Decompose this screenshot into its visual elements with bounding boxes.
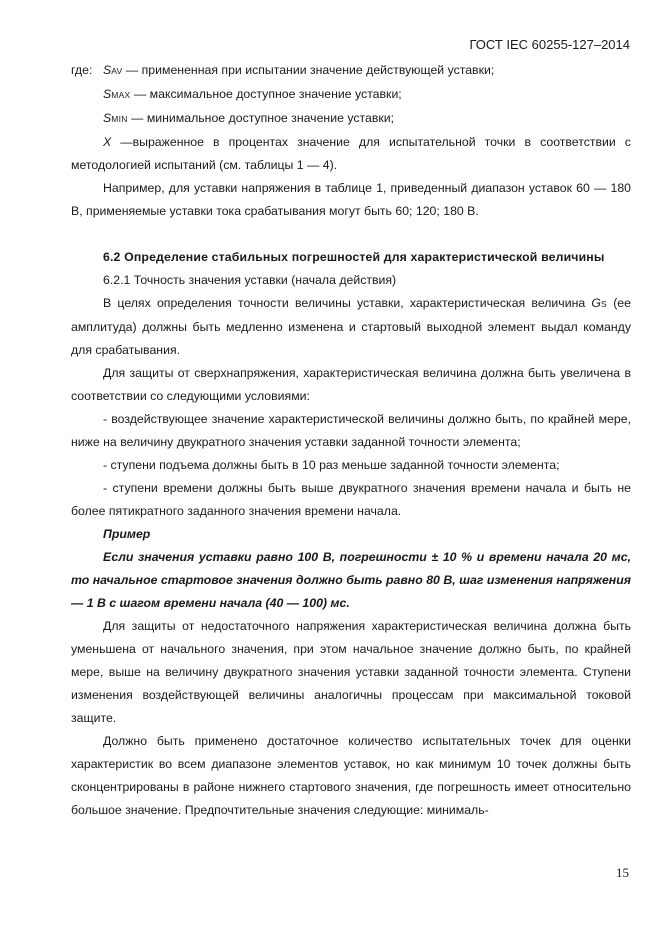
symbol: S	[103, 87, 112, 101]
where-item	[71, 83, 631, 107]
definition-text: — минимальное доступное значение уставки;	[127, 111, 395, 125]
where-item	[71, 131, 631, 177]
list-item: - воздействующее значение характеристической величины должно быть, по крайней мере, ниже на величину двукратного значения уставки заданной точности элемента;	[71, 412, 631, 449]
list-item: - ступени времени должны быть выше двукратного значения времени начала и быть не более пятикратного заданного значения времени начала.	[71, 481, 631, 518]
symbol: S	[103, 111, 112, 125]
symbol-subscript: MAX	[111, 90, 131, 100]
symbol: X	[103, 135, 112, 149]
example-label: Пример	[103, 527, 151, 541]
where-item	[71, 59, 631, 83]
definition-text: —выраженное в процентах значение для испытательной точки в соответствии с методологией испытаний (см. таблицы 1 — 4).	[71, 135, 631, 172]
paragraph-text: В целях определения точности величины уставки, характеристическая величина	[103, 296, 592, 310]
paragraph	[71, 292, 631, 362]
symbol-subscript: AV	[111, 66, 123, 76]
document-body	[71, 59, 631, 822]
paragraph: Должно быть применено достаточное количество испытательных точек для оценки характеристик во всем диапазоне элементов уставок, но как минимум 10 точек должны быть сконцентрированы в районе нижнего стартового значения, где погрешность имеет относительно большое значение. Предпочтительные значения следующие: минималь-	[71, 734, 631, 817]
subsection-heading: 6.2.1 Точность значения уставки (начала действия)	[103, 273, 397, 287]
where-item	[71, 107, 631, 131]
symbol: S	[103, 63, 112, 77]
definition-text: — максимальное доступное значение уставки;	[130, 87, 402, 101]
symbol-subscript: MIN	[111, 114, 128, 124]
paragraph: Например, для уставки напряжения в таблице 1, приведенный диапазон уставок 60 — 180 В, применяемые уставки тока срабатывания могут быть 60; 120; 180 В.	[71, 181, 631, 218]
symbol-subscript: S	[601, 299, 607, 309]
paragraph-text: (ее амплитуда) должны быть медленно изменена и стартовый выходной элемент выдал команду для срабатывания.	[71, 296, 631, 357]
paragraph: Для защиты от сверхнапряжения, характеристическая величина должна быть увеличена в соответствии со следующими условиями:	[71, 366, 631, 403]
paragraph: Для защиты от недостаточного напряжения характеристическая величина должна быть уменьшена от начального значения, при этом начальное значение должно быть, по крайней мере, выше на величину двукратного значения уставки заданной точности элемента. Ступени изменения воздействующей величины аналогичны процессам при максимальной токовой защите.	[71, 619, 631, 725]
document-header: ГОСТ IEC 60255-127–2014	[469, 37, 630, 52]
where-label: где:	[71, 63, 93, 77]
section-heading: 6.2 Определение стабильных погрешностей для характеристической величины	[103, 250, 605, 264]
definition-text: — примененная при испытании значение действующей уставки;	[122, 63, 495, 77]
page-number: 15	[616, 865, 629, 880]
example-text: Если значения уставки равно 100 В, погрешности ± 10 % и времени начала 20 мс, то начальное стартовое значения должно быть равно 80 В, шаг изменения напряжения — 1 В с шагом времени начала (40 — 100) мс.	[71, 550, 631, 610]
symbol: G	[591, 296, 601, 310]
list-item: - ступени подъема должны быть в 10 раз меньше заданной точности элемента;	[103, 458, 560, 472]
